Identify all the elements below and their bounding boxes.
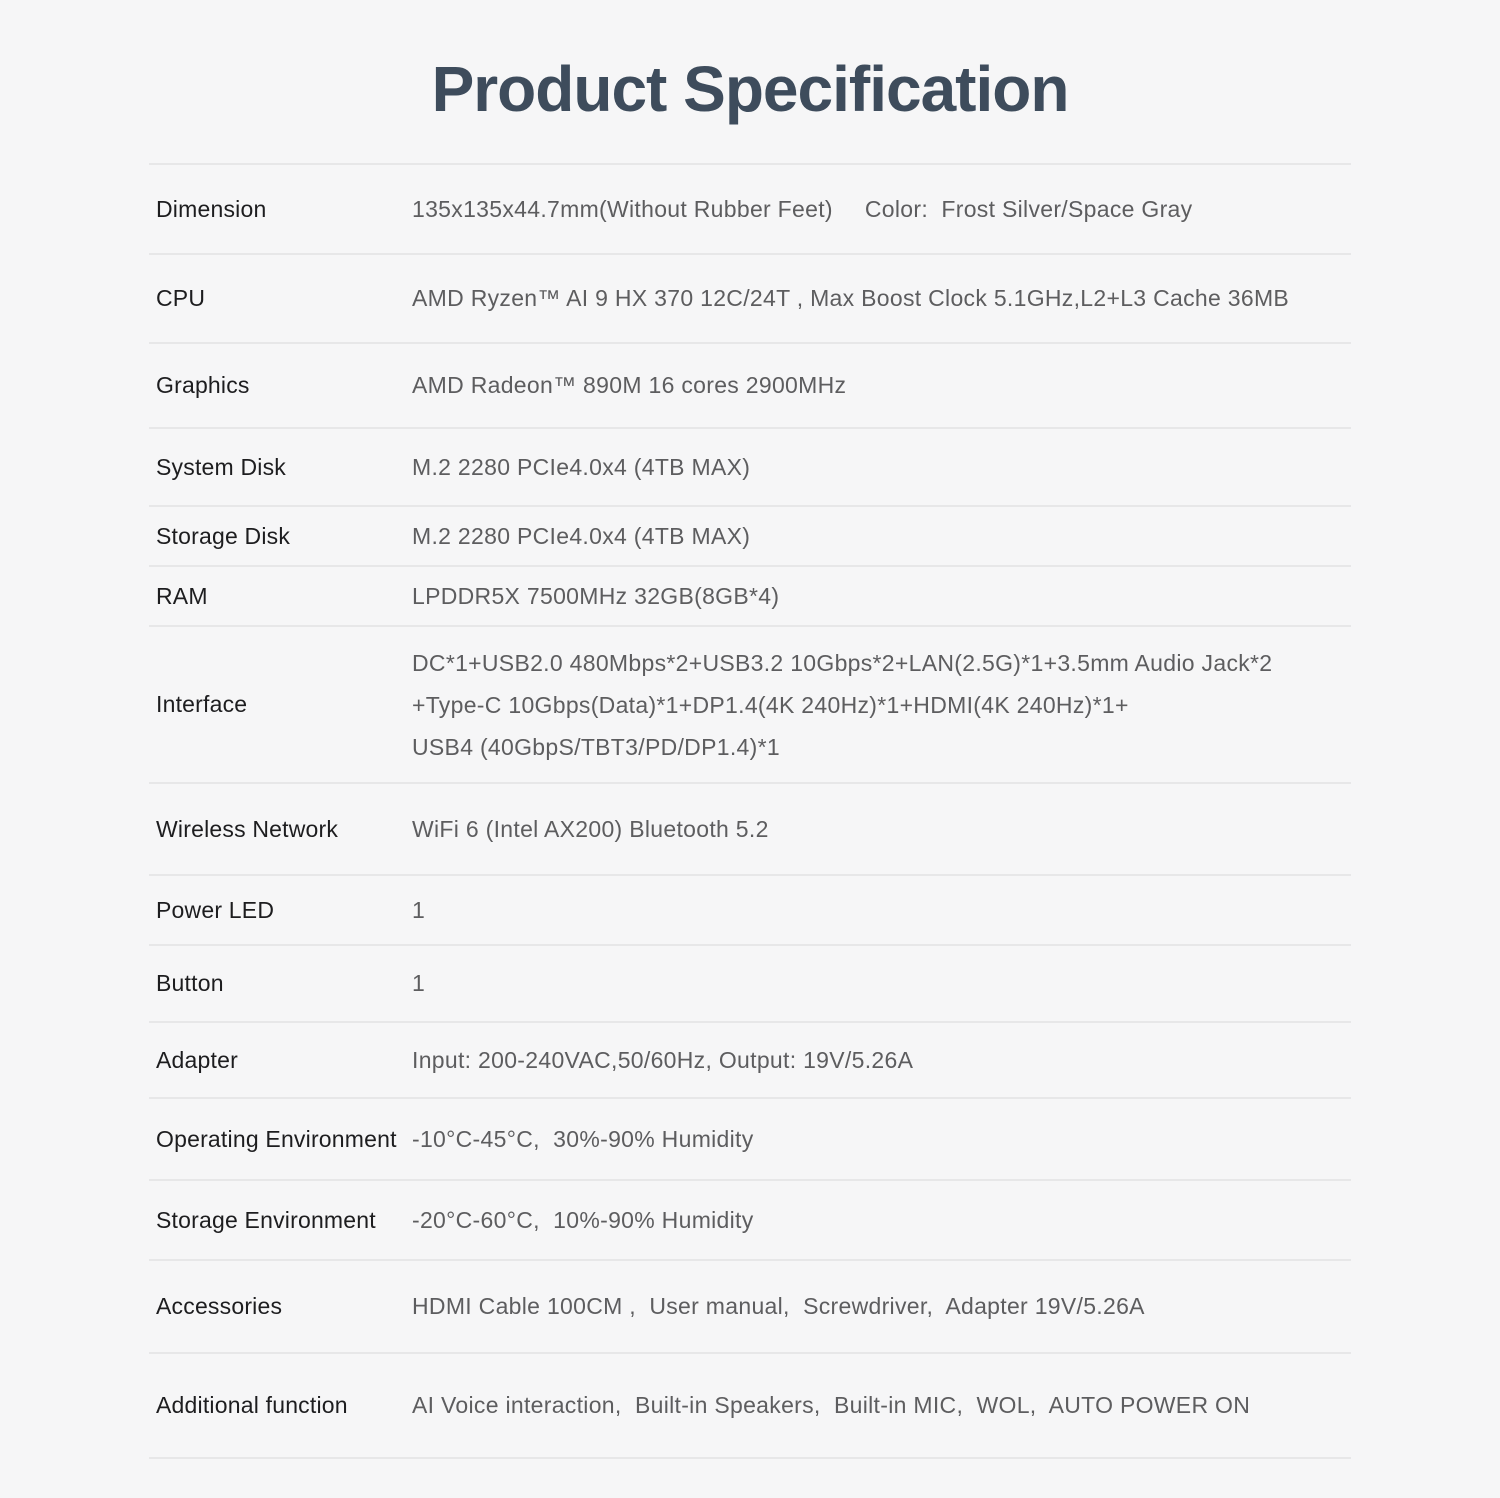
spec-value: AMD Radeon™ 890M 16 cores 2900MHz <box>412 372 847 398</box>
spec-value-cell <box>412 970 1351 997</box>
spec-value: HDMI Cable 100CM , User manual, Screwdriver, Adapter 19V/5.26A <box>412 1293 1145 1319</box>
spec-label: Button <box>156 970 224 996</box>
spec-value-line: DC*1+USB2.0 480Mbps*2+USB3.2 10Gbps*2+LAN(2.5G)*1+3.5mm Audio Jack*2 <box>412 649 1273 676</box>
spec-label: CPU <box>156 285 206 311</box>
spec-value-cell <box>412 1207 1351 1234</box>
spec-value: 1 <box>412 896 426 923</box>
spec-value-cell <box>412 816 1351 843</box>
spec-row <box>149 874 1351 944</box>
spec-value: 135x135x44.7mm(Without Rubber Feet) <box>412 195 833 222</box>
spec-value: -20°C-60°C, 10%-90% Humidity <box>412 1206 754 1233</box>
spec-value: M.2 2280 PCIe4.0x4 (4TB MAX) <box>412 522 751 549</box>
spec-label: Dimension <box>156 195 267 222</box>
spec-value: Input: 200-240VAC,50/60Hz, Output: 19V/5.26A <box>412 1046 914 1073</box>
spec-value-line: USB4 (40GbpS/TBT3/PD/DP1.4)*1 <box>412 733 780 760</box>
page-header <box>0 0 1500 163</box>
spec-value: AI Voice interaction, Built-in Speakers, Built-in MIC, WOL, AUTO POWER ON <box>412 1392 1251 1418</box>
spec-label: Adapter <box>156 1046 238 1073</box>
spec-row <box>149 1259 1351 1352</box>
spec-value-cell <box>412 897 1351 924</box>
spec-row <box>149 1352 1351 1457</box>
spec-label: Wireless Network <box>156 815 339 842</box>
spec-row <box>149 427 1351 505</box>
spec-value-line: +Type-C 10Gbps(Data)*1+DP1.4(4K 240Hz)*1+HDMI(4K 240Hz)*1+ <box>412 691 1129 718</box>
spec-value-cell <box>412 372 1351 399</box>
spec-value: WiFi 6 (Intel AX200) Bluetooth 5.2 <box>412 815 769 842</box>
spec-value-cell <box>412 196 1351 223</box>
spec-value: M.2 2280 PCIe4.0x4 (4TB MAX) <box>412 453 751 480</box>
spec-value: -10°C-45°C, 30%-90% Humidity <box>412 1125 754 1152</box>
spec-row <box>149 1021 1351 1097</box>
spec-row <box>149 1179 1351 1259</box>
spec-value: AMD Ryzen™ AI 9 HX 370 12C/24T , Max Boost Clock 5.1GHz,L2+L3 Cache 36MB <box>412 285 1290 311</box>
spec-row <box>149 944 1351 1021</box>
page-title: Product Specification <box>431 52 1069 125</box>
spec-row <box>149 163 1351 253</box>
spec-label: Accessories <box>156 1293 283 1319</box>
spec-value-cell <box>412 642 1351 768</box>
spec-label: Power LED <box>156 896 275 923</box>
spec-label: Storage Environment <box>156 1206 376 1233</box>
spec-value-cell <box>412 1047 1351 1074</box>
spec-label: System Disk <box>156 453 286 480</box>
spec-row <box>149 505 1351 565</box>
spec-label: Graphics <box>156 372 250 398</box>
spec-label: Additional function <box>156 1392 348 1418</box>
spec-row <box>149 782 1351 874</box>
spec-row <box>149 625 1351 782</box>
spec-label: Interface <box>156 691 248 717</box>
spec-table <box>149 163 1351 1459</box>
spec-value: LPDDR5X 7500MHz 32GB(8GB*4) <box>412 582 780 609</box>
spec-row <box>149 253 1351 342</box>
spec-label: Operating Environment <box>156 1125 397 1152</box>
spec-value <box>412 642 1272 768</box>
spec-value-cell <box>412 583 1351 610</box>
spec-row <box>149 342 1351 427</box>
spec-row <box>149 1097 1351 1179</box>
spec-value: 1 <box>412 970 426 996</box>
spec-value-cell <box>412 523 1351 550</box>
spec-label: Storage Disk <box>156 522 291 549</box>
spec-row <box>149 565 1351 625</box>
spec-label: RAM <box>156 582 208 609</box>
spec-value-cell <box>412 1126 1351 1153</box>
spec-value-cell <box>412 1392 1351 1419</box>
spec-value-cell <box>412 454 1351 481</box>
spec-value-cell <box>412 1293 1351 1320</box>
spec-value-extra: Color: Frost Silver/Space Gray <box>864 195 1193 222</box>
spec-value-cell <box>412 285 1351 312</box>
